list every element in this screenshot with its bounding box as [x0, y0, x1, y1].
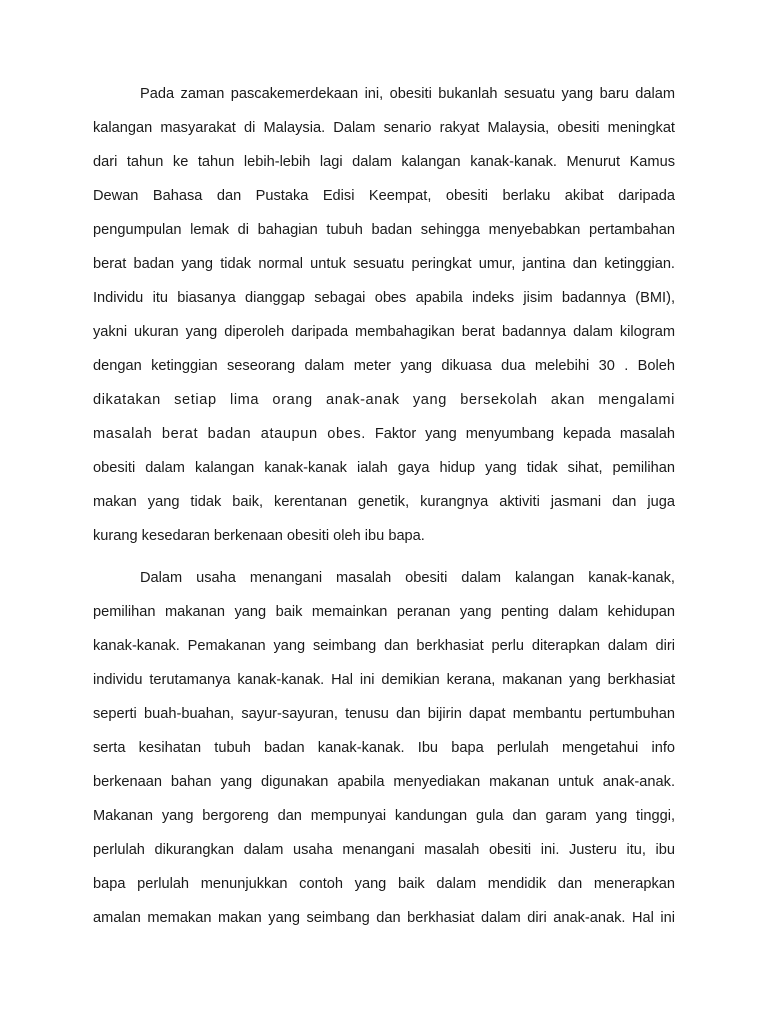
paragraph-2-line-6: serta kesihatan tubuh badan kanak-kanak. Ibu bapa perlulah mengetahui info: [93, 740, 675, 756]
paragraph-2-line-10: bapa perlulah menunjukkan contoh yang baik dalam mendidik dan menerapkan: [93, 876, 675, 892]
paragraph-1-line-2: kalangan masyarakat di Malaysia. Dalam senario rakyat Malaysia, obesiti meningkat: [93, 120, 675, 136]
paragraph-1-line-8: yakni ukuran yang diperoleh daripada membahagikan berat badannya dalam kilogram: [93, 324, 675, 340]
paragraph-2-line-11: amalan memakan makan yang seimbang dan berkhasiat dalam diri anak-anak. Hal ini: [93, 910, 675, 926]
paragraph-1-line-14: kurang kesedaran berkenaan obesiti oleh ibu bapa.: [93, 528, 425, 544]
paragraph-1-line-11-wide-part: masalah berat badan ataupun obes.: [93, 426, 366, 442]
paragraph-1-line-5: pengumpulan lemak di bahagian tubuh badan sehingga menyebabkan pertambahan: [93, 222, 675, 238]
paragraph-1-line-10: dikatakan setiap lima orang anak-anak yang bersekolah akan mengalami: [93, 392, 675, 408]
paragraph-2-line-8: Makanan yang bergoreng dan mempunyai kandungan gula dan garam yang tinggi,: [93, 808, 675, 824]
paragraph-1-line-6: berat badan yang tidak normal untuk sesuatu peringkat umur, jantina dan ketinggian.: [93, 256, 675, 272]
paragraph-2-line-5: seperti buah-buahan, sayur-sayuran, tenusu dan bijirin dapat membantu pertumbuhan: [93, 706, 675, 722]
paragraph-1-line-1: Pada zaman pascakemerdekaan ini, obesiti bukanlah sesuatu yang baru dalam: [140, 86, 675, 102]
paragraph-2-line-7: berkenaan bahan yang digunakan apabila menyediakan makanan untuk anak-anak.: [93, 774, 675, 790]
paragraph-1-line-12: obesiti dalam kalangan kanak-kanak ialah gaya hidup yang tidak sihat, pemilihan: [93, 460, 675, 476]
paragraph-1-line-9: dengan ketinggian seseorang dalam meter yang dikuasa dua melebihi 30 . Boleh: [93, 358, 675, 374]
paragraph-2-line-3: kanak-kanak. Pemakanan yang seimbang dan berkhasiat perlu diterapkan dalam diri: [93, 638, 675, 654]
paragraph-1-line-11: [93, 423, 675, 445]
paragraph-1-line-7: Individu itu biasanya dianggap sebagai obes apabila indeks jisim badannya (BMI),: [93, 290, 675, 306]
paragraph-1-line-3: dari tahun ke tahun lebih-lebih lagi dalam kalangan kanak-kanak. Menurut Kamus: [93, 154, 675, 170]
paragraph-1-line-4: Dewan Bahasa dan Pustaka Edisi Keempat, obesiti berlaku akibat daripada: [93, 188, 675, 204]
paragraph-2-line-4: individu terutamanya kanak-kanak. Hal ini demikian kerana, makanan yang berkhasiat: [93, 672, 675, 688]
paragraph-2-line-2: pemilihan makanan yang baik memainkan peranan yang penting dalam kehidupan: [93, 604, 675, 620]
paragraph-1-line-13: makan yang tidak baik, kerentanan genetik, kurangnya aktiviti jasmani dan juga: [93, 494, 675, 510]
paragraph-2-line-1: Dalam usaha menangani masalah obesiti dalam kalangan kanak-kanak,: [140, 570, 675, 586]
paragraph-2-line-9: perlulah dikurangkan dalam usaha menangani masalah obesiti ini. Justeru itu, ibu: [93, 842, 675, 858]
paragraph-1-line-11-rest: Faktor yang menyumbang kepada masalah: [365, 426, 675, 442]
